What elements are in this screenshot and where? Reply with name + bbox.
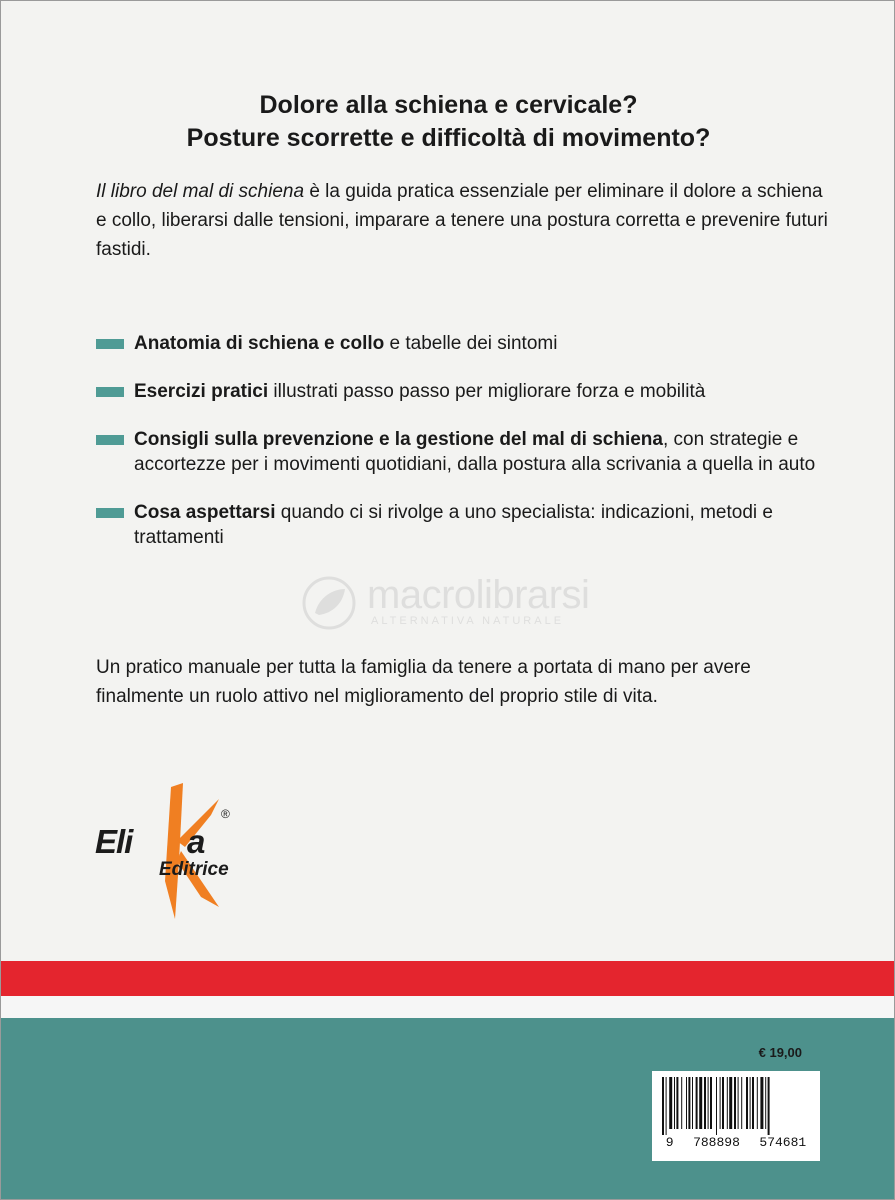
- barcode-bar: [722, 1077, 724, 1129]
- feature-text: illustrati passo passo per migliorare forza e mobilità: [268, 381, 706, 402]
- bullet-marker: [96, 387, 124, 397]
- feature-item: [96, 500, 841, 550]
- red-stripe: [1, 961, 895, 996]
- barcode-bar: [704, 1077, 706, 1129]
- barcode-bar: [768, 1077, 770, 1135]
- barcode-bar: [720, 1077, 721, 1129]
- barcode-bar: [696, 1077, 698, 1129]
- intro-paragraph: [96, 177, 836, 264]
- barcode-bar: [686, 1077, 687, 1129]
- feature-text: quando ci si rivolge a uno specialista: indicazioni, metodi e trattamenti: [134, 502, 773, 548]
- barcode-bar: [681, 1077, 682, 1129]
- outro-paragraph: Un pratico manuale per tutta la famiglia da tenere a portata di mano per avere finalmente un ruolo attivo nel miglioramento del proprio stile di vita.: [96, 657, 751, 707]
- logo-sub: Editrice: [159, 859, 229, 880]
- barcode-bar: [727, 1077, 728, 1129]
- headline-line-1: Dolore alla schiena e cervicale?: [259, 91, 638, 119]
- headline-line-2: Posture scorrette e difficoltà di movimento?: [186, 124, 711, 152]
- watermark-tagline: ALTERNATIVA NATURALE: [371, 615, 565, 627]
- watermark-name: macrolibrarsi: [367, 573, 590, 617]
- barcode-bar: [674, 1077, 675, 1129]
- barcode-bar: [662, 1077, 664, 1135]
- elika-logo: [91, 781, 261, 921]
- isbn-barcode: [652, 1071, 820, 1161]
- barcode-bar: [750, 1077, 751, 1129]
- barcode-bar: [729, 1077, 732, 1129]
- barcode-bar: [699, 1077, 702, 1129]
- intro-text: è la guida pratica essenziale per eliminare il dolore a schiena e collo, liberarsi dalle tensioni, imparare a tenere una postura corretta e prevenire futuri fastidi.: [96, 181, 828, 260]
- barcode-bar: [710, 1077, 712, 1129]
- barcode-bar: [760, 1077, 763, 1129]
- barcode-digit-group: 788898: [693, 1135, 740, 1150]
- feature-bold: Esercizi pratici: [134, 381, 269, 402]
- barcode-bar: [708, 1077, 709, 1129]
- registered-mark: ®: [221, 807, 230, 821]
- feature-item: [96, 427, 841, 477]
- barcode-bar: [738, 1077, 739, 1129]
- bullet-marker: [96, 435, 124, 445]
- book-title: Il libro del mal di schiena: [96, 181, 305, 202]
- macrolibrarsi-watermark: [301, 573, 611, 633]
- bullet-marker: [96, 339, 124, 349]
- barcode-bar: [765, 1077, 766, 1129]
- feature-text: e tabelle dei sintomi: [384, 333, 558, 354]
- feature-bold: Consigli sulla prevenzione e la gestione del mal di schiena: [134, 429, 663, 450]
- barcode-bar: [666, 1077, 667, 1135]
- price-label: € 19,00: [758, 1045, 802, 1060]
- barcode-bar: [752, 1077, 754, 1129]
- barcode-bar: [757, 1077, 758, 1129]
- white-stripe: [1, 996, 895, 1018]
- feature-text: , con strategie e accortezze per i movimenti quotidiani, dalla postura alla scrivania a quella in auto: [134, 429, 816, 475]
- barcode-bar: [716, 1077, 717, 1135]
- feature-bold: Cosa aspettarsi: [134, 502, 276, 523]
- barcode-bar: [669, 1077, 672, 1129]
- barcode-digit-group: 574681: [759, 1135, 807, 1150]
- barcode-digits: [652, 1135, 820, 1150]
- logo-brand-letter: a: [187, 823, 206, 860]
- barcode-digit-group: 9: [665, 1135, 674, 1150]
- headline: [1, 89, 895, 155]
- barcode-bars: [652, 1071, 820, 1135]
- barcode-bar: [676, 1077, 678, 1129]
- leaf-icon: [301, 575, 357, 631]
- logo-brand: Eli: [95, 823, 133, 860]
- bullet-marker: [96, 508, 124, 518]
- barcode-bar: [741, 1077, 742, 1129]
- barcode-bar: [688, 1077, 690, 1129]
- barcode-bar: [746, 1077, 748, 1129]
- feature-item: [96, 379, 841, 404]
- feature-item: [96, 331, 841, 356]
- barcode-bar: [692, 1077, 693, 1129]
- barcode-bar: [734, 1077, 736, 1129]
- feature-list: [96, 331, 841, 573]
- feature-bold: Anatomia di schiena e collo: [134, 333, 385, 354]
